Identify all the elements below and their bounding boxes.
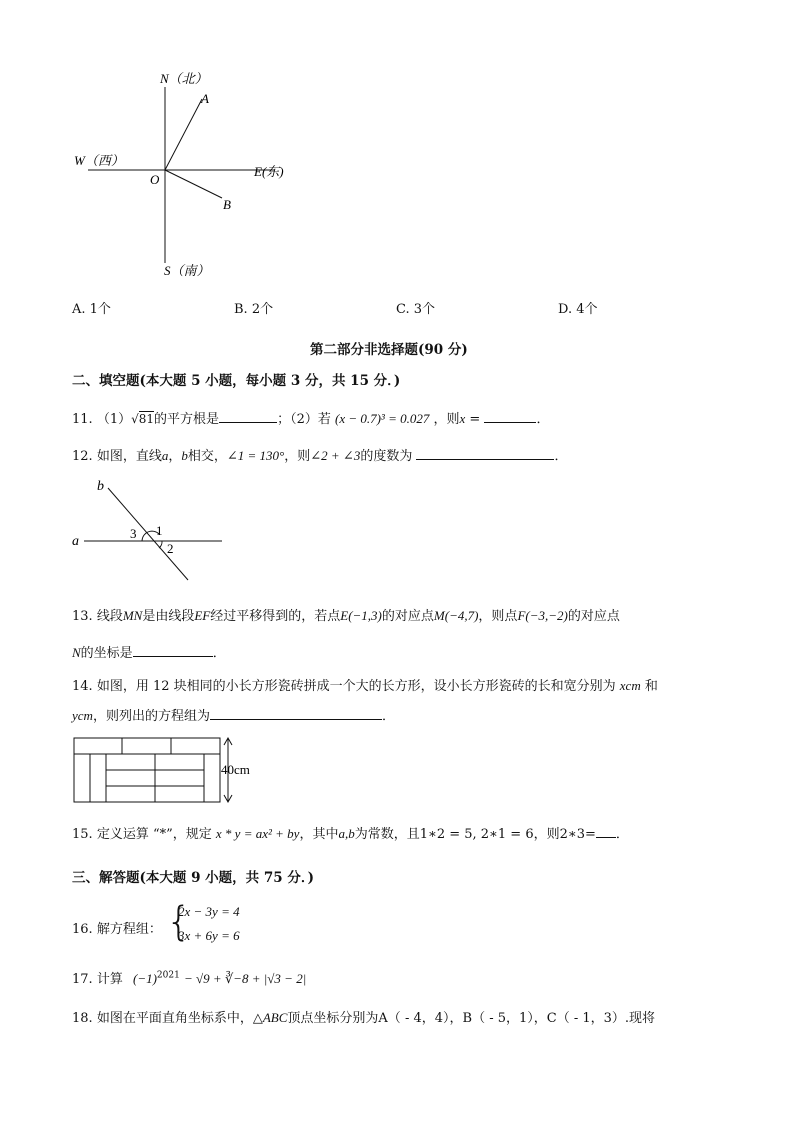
q15-t1: 定义运算 “*”，规定 (96, 827, 212, 842)
q13-number: 13. (72, 609, 93, 624)
q15-t2: ，其中 (299, 827, 339, 842)
fig14-label: 40cm (221, 762, 250, 777)
question-13-line2 (72, 642, 226, 661)
q13-t7: 的坐标是 (80, 646, 133, 661)
choice-a[interactable]: A. 1个 (72, 302, 111, 317)
q12-end: ． (554, 449, 568, 464)
q18-tri: △ABC (252, 1010, 288, 1025)
q14-t1: 如图，用 12 块相同的小长方形瓷砖拼成一个大的长方形，设小长方形瓷砖的长和宽分别为 (96, 679, 616, 694)
question-12 (72, 445, 568, 464)
q17-expr2: − √9 + ∛−8 + |√3 − 2| (183, 971, 307, 986)
label-n: N（北） (160, 71, 208, 86)
q18-t2: 顶点坐标分别为 (287, 1011, 379, 1026)
q14-t2: 和 (644, 679, 658, 694)
question-15 (72, 823, 629, 842)
q14-number: 14. (72, 679, 93, 694)
q13-t6: 的对应点 (567, 609, 620, 624)
q18-coords: A（ - 4，4），B（ - 5，1），C（ - 1，3）. (378, 1011, 630, 1026)
label-o: O (150, 172, 160, 187)
q15-t3: 为常数，且 (354, 827, 420, 842)
q12-a: a (161, 448, 169, 463)
q12-number: 12. (72, 449, 93, 464)
question-11 (72, 408, 549, 427)
lines-figure (68, 474, 238, 589)
q12-t4: 的度数为 (360, 449, 413, 464)
q11-expr: (x − 0.7)³ = 0.027 (334, 411, 430, 426)
compass-figure (60, 65, 320, 285)
label-b: B (223, 197, 231, 212)
q16-eq1: 2x − 3y = 4 (178, 904, 240, 919)
fig12-a: a (72, 534, 79, 549)
choice-d[interactable]: D. 4个 (558, 302, 598, 317)
q14-blank[interactable] (210, 705, 382, 720)
q13-t5: ，则点 (478, 609, 518, 624)
q16-t1: 解方程组： (96, 922, 162, 937)
q18-t3: 现将 (629, 1011, 656, 1026)
choice-c[interactable]: C. 3个 (396, 302, 436, 317)
q13-m: M(−4,7) (433, 608, 479, 623)
q11-p3: ；（2）若 (277, 412, 331, 427)
q16-eq2: 3x + 6y = 6 (178, 928, 240, 943)
q14-t3: ，则列出的方程组为 (92, 709, 210, 724)
q11-eq: = (465, 412, 481, 427)
q11-p4: ，则 (433, 412, 460, 427)
section2-heading: 二、填空题(本大题 5 小题，每小题 3 分，共 15 分．) (72, 373, 401, 389)
tiles-figure (70, 734, 270, 806)
q11-p1: （1） (96, 412, 132, 427)
question-14-line2 (72, 705, 395, 724)
q18-t1: 如图在平面直角坐标系中， (96, 1011, 253, 1026)
q15-c1: 1∗2 = 5, 2∗1 = 6 (419, 827, 534, 842)
q15-ab: a,b (338, 826, 355, 841)
q14-end: ． (381, 709, 395, 724)
q15-def: x * y = ax² + by (215, 826, 300, 841)
q16-number: 16. (72, 922, 93, 937)
q15-end: ． (615, 827, 629, 842)
q17-number: 17. (72, 972, 93, 987)
question-18 (72, 1007, 655, 1026)
q13-t3: 经过平移得到的，若点 (210, 609, 341, 624)
label-e: E(东) (254, 164, 284, 179)
q11-p2: 的平方根是 (154, 412, 220, 427)
q14-x: xcm (619, 678, 641, 693)
q12-sep: ， (168, 449, 182, 464)
question-16 (72, 918, 162, 937)
fig12-2: 2 (167, 541, 174, 556)
q11-sqrt: √81 (131, 412, 155, 426)
q15-blank[interactable] (596, 823, 616, 838)
q12-t3: ，则 (284, 449, 311, 464)
q13-t1: 线段 (96, 609, 123, 624)
q14-y: ycm (72, 708, 93, 723)
q12-b: b (181, 448, 188, 463)
q12-text: 如图，直线 (96, 449, 162, 464)
q13-n: N (72, 645, 81, 660)
q15-t4: ，则 (533, 827, 560, 842)
q11-blank1[interactable] (219, 408, 277, 423)
question-17 (72, 968, 306, 987)
choice-b[interactable]: B. 2个 (234, 302, 274, 317)
q15-number: 15. (72, 827, 93, 842)
q17-t1: 计算 (96, 972, 123, 987)
question-14 (72, 675, 658, 694)
q12-angles: ∠2 + ∠3 (310, 448, 361, 463)
q11-var: x (459, 411, 466, 426)
q13-e: E(−1,3) (340, 608, 382, 623)
q13-ef: EF (194, 608, 211, 623)
q11-number: 11. (72, 412, 93, 427)
q16-brace: { (166, 899, 192, 945)
question-13 (72, 605, 620, 624)
q11-end: ． (536, 412, 550, 427)
q13-t4: 的对应点 (381, 609, 434, 624)
label-w: W（西） (74, 153, 124, 168)
label-a: A (201, 91, 209, 106)
q13-end: ． (212, 646, 226, 661)
fig12-1: 1 (156, 523, 163, 538)
q12-blank[interactable] (416, 445, 554, 460)
q11-blank2[interactable] (484, 408, 536, 423)
q12-t2: 相交， (187, 449, 227, 464)
q15-c2: 2∗3= (559, 827, 596, 842)
q13-blank[interactable] (133, 642, 213, 657)
q13-f: F(−3,−2) (517, 608, 568, 623)
q13-mn: MN (122, 608, 143, 623)
q17-exp: 2021 (156, 970, 180, 981)
fig12-3: 3 (130, 526, 137, 541)
q18-number: 18. (72, 1011, 93, 1026)
q17-expr1: (−1) (132, 971, 157, 986)
q12-angle1: ∠1 = 130° (226, 448, 285, 463)
q13-t2: 是由线段 (142, 609, 195, 624)
part2-title: 第二部分非选择题(90 分) (310, 342, 468, 358)
fig12-b: b (97, 479, 104, 494)
section3-heading: 三、解答题(本大题 9 小题，共 75 分．) (72, 870, 315, 886)
label-s: S（南） (164, 263, 210, 278)
